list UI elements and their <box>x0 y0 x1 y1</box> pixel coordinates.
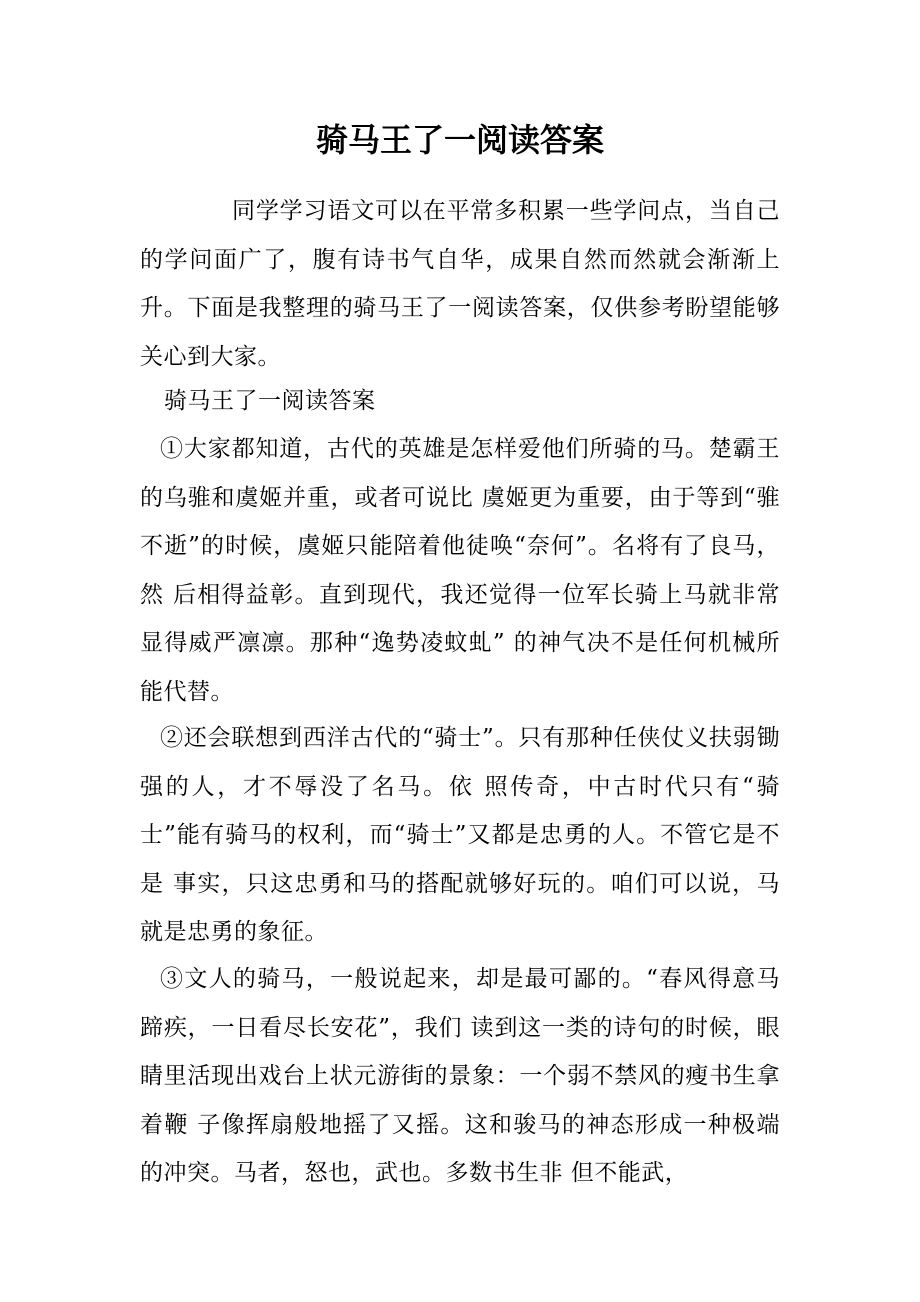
paragraph-1: ①大家都知道，古代的英雄是怎样爱他们所骑的马。楚霸王的乌骓和虞姬并重，或者可说比 虞姬更为重要，由于等到“骓不逝”的时候，虞姬只能陪着他徒唤“奈何”。名将有了良马，然 后相得益彰。直到现代，我还觉得一位军长骑上马就非常显得威严凛凛。那种“逸势凌蚊虬” 的神气决不是任何机械所能代替。 <box>140 436 780 705</box>
paragraph-2: ②还会联想到西洋古代的“骑士”。只有那种任侠仗义扶弱锄强的人，才不辱没了名马。依 照传奇，中古时代只有“骑士”能有骑马的权利，而“骑士”又都是忠勇的人。不管它是不是 事实，只这忠勇和马的搭配就够好玩的。咱们可以说，马就是忠勇的象征。 <box>140 725 780 945</box>
paragraph-3: ③文人的骑马，一般说起来，却是最可鄙的。“春风得意马蹄疾，一日看尽长安花”，我们 读到这一类的诗句的时候，眼睛里活现出戏台上状元游街的景象：一个弱不禁风的瘦书生拿着鞭 子像挥扇般地摇了又摇。这和骏马的神态形成一种极端的冲突。马者，怒也，武也。多数书生非 但不能武， <box>140 966 780 1186</box>
page-title: 骑马王了一阅读答案 <box>315 121 604 159</box>
section-heading: 骑马王了一阅读答案 <box>164 388 376 414</box>
intro-paragraph: 同学学习语文可以在平常多积累一些学问点，当自己的学问面广了，腹有诗书气自华，成果自然而然就会渐渐上升。下面是我整理的骑马王了一阅读答案，仅供参考盼望能够关心到大家。 <box>140 198 780 370</box>
